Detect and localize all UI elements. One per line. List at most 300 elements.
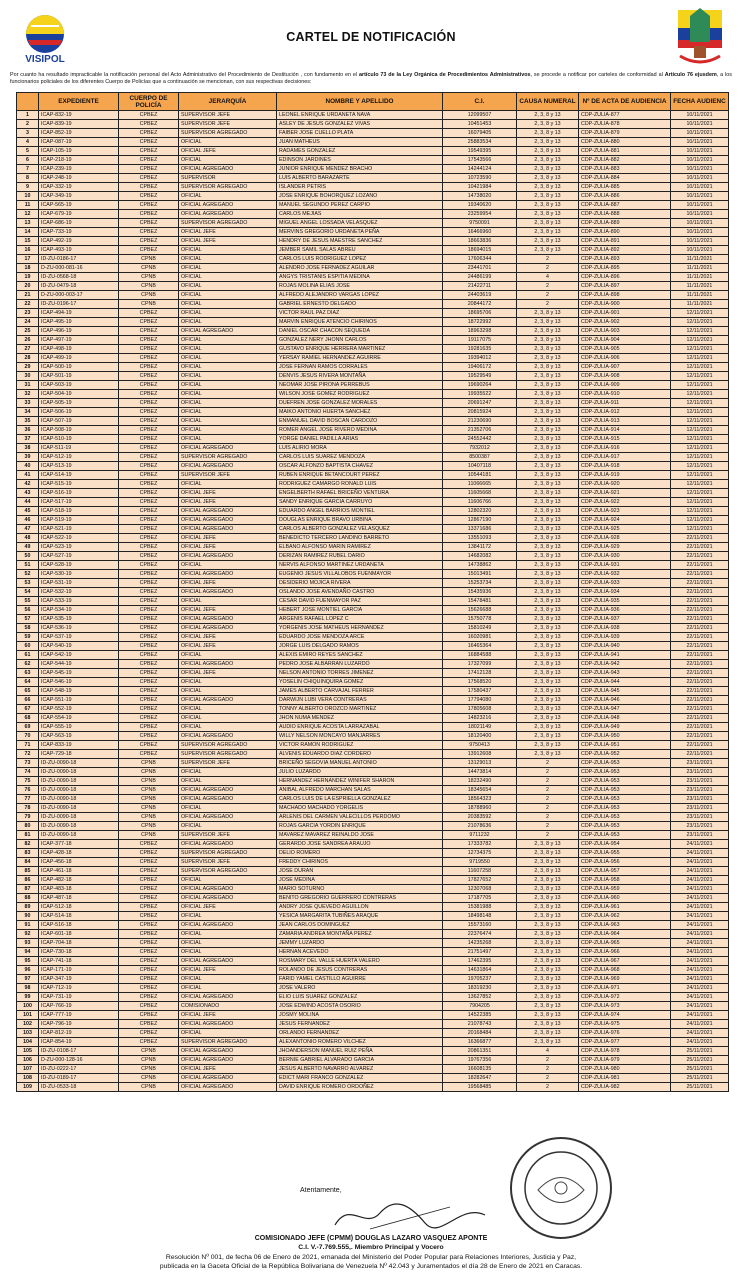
fecha-cell: 12/11/2021	[671, 426, 729, 435]
nombre-cell: WILSON JOSE GOMEZ RODRIGUEZ	[277, 390, 443, 399]
expediente-cell: ICAP-548-19	[39, 687, 119, 696]
table-row	[17, 840, 729, 849]
cuerpo-cell: CPBEZ	[119, 345, 179, 354]
table-row	[17, 975, 729, 984]
cuerpo-cell: CPBEZ	[119, 705, 179, 714]
jerarquia-cell: OFICIAL	[179, 318, 277, 327]
row-number: 90	[17, 912, 39, 921]
expediente-cell: ICAP-522-19	[39, 534, 119, 543]
acta-cell: CDP-ZULIA-910	[579, 390, 671, 399]
acta-cell: CDP-ZULIA-913	[579, 417, 671, 426]
acta-cell: CDP-ZULIA-882	[579, 156, 671, 165]
nombre-cell: MERVINS GREGORIO URDANETA PEÑA	[277, 228, 443, 237]
row-number: 60	[17, 642, 39, 651]
row-number: 33	[17, 399, 39, 408]
table-row	[17, 1047, 729, 1056]
row-number: 48	[17, 534, 39, 543]
causa-cell: 2, 3, 8 y 13	[517, 354, 579, 363]
expediente-cell: ICAP-487-18	[39, 894, 119, 903]
nombre-cell: JOSMY MOLINA	[277, 1011, 443, 1020]
fecha-cell: 24/11/2021	[671, 1038, 729, 1047]
acta-cell: CDP-ZULIA-917	[579, 453, 671, 462]
nombre-cell: ROJAS MOLINA ELIAS JOSE	[277, 282, 443, 291]
table-row	[17, 885, 729, 894]
causa-cell: 2, 3, 8 y 13	[517, 570, 579, 579]
expediente-cell: ICAP-554-19	[39, 714, 119, 723]
expediente-cell: ICAP-766-19	[39, 1002, 119, 1011]
ci-cell: 15573160	[443, 921, 517, 930]
column-header: Nº DE ACTA DE AUDIENCIA	[579, 93, 671, 111]
expediente-cell: D-ZU-000-081-16	[39, 264, 119, 273]
causa-cell: 2	[517, 1065, 579, 1074]
row-number: 53	[17, 579, 39, 588]
table-row	[17, 264, 729, 273]
row-number: 32	[17, 390, 39, 399]
table-row	[17, 894, 729, 903]
header	[0, 0, 742, 72]
acta-cell: CDP-ZULIA-952	[579, 750, 671, 759]
acta-cell: CDP-ZULIA-953	[579, 822, 671, 831]
table-row	[17, 741, 729, 750]
fecha-cell: 12/11/2021	[671, 390, 729, 399]
cuerpo-cell: CPBEZ	[119, 147, 179, 156]
expediente-cell: ICAP-504-19	[39, 390, 119, 399]
row-number: 75	[17, 777, 39, 786]
expediente-cell: ID-ZU-0090-18	[39, 795, 119, 804]
cuerpo-cell: CPNB	[119, 1047, 179, 1056]
nombre-cell: MACHADO MACHADO YORGELIS	[277, 804, 443, 813]
nombre-cell: GERARDO JOSE SANDREA ARAUJO	[277, 840, 443, 849]
ci-cell: 11605668	[443, 489, 517, 498]
expediente-cell: ID-ZU-0090-18	[39, 786, 119, 795]
row-number: 44	[17, 498, 39, 507]
nombre-cell: MARIO SOTURNO	[277, 885, 443, 894]
row-number: 54	[17, 588, 39, 597]
row-number: 108	[17, 1074, 39, 1083]
jerarquia-cell: OFICIAL JEFE	[179, 498, 277, 507]
expediente-cell: ICAP-218-19	[39, 156, 119, 165]
ci-cell: 19394012	[443, 354, 517, 363]
ci-cell: 10451453	[443, 120, 517, 129]
jerarquia-cell: SUPERVISOR AGREGADO	[179, 183, 277, 192]
jerarquia-cell: COMISIONADO	[179, 1002, 277, 1011]
table-row	[17, 453, 729, 462]
handwritten-signature	[330, 1195, 490, 1235]
jerarquia-cell: OFICIAL	[179, 597, 277, 606]
expediente-cell: ID-ZU-0222-17	[39, 1065, 119, 1074]
cuerpo-cell: CPBEZ	[119, 975, 179, 984]
fecha-cell: 10/11/2021	[671, 228, 729, 237]
jerarquia-cell: OFICIAL AGREGADO	[179, 570, 277, 579]
row-number: 37	[17, 435, 39, 444]
fecha-cell: 10/11/2021	[671, 156, 729, 165]
row-number: 87	[17, 885, 39, 894]
ci-cell: 18963298	[443, 327, 517, 336]
causa-cell: 2, 3, 8 y 13	[517, 435, 579, 444]
acta-cell: CDP-ZULIA-883	[579, 165, 671, 174]
row-number: 45	[17, 507, 39, 516]
causa-cell: 2, 3, 8 y 13	[517, 237, 579, 246]
cuerpo-cell: CPBEZ	[119, 318, 179, 327]
nombre-cell: EDINSON JARDINES	[277, 156, 443, 165]
fecha-cell: 10/11/2021	[671, 147, 729, 156]
ci-cell: 17794080	[443, 696, 517, 705]
ci-cell: 12734375	[443, 849, 517, 858]
cuerpo-cell: CPNB	[119, 282, 179, 291]
jerarquia-cell: SUPERVISOR AGREGADO	[179, 849, 277, 858]
fecha-cell: 22/11/2021	[671, 705, 729, 714]
fecha-cell: 25/11/2021	[671, 1056, 729, 1065]
causa-cell: 2, 3, 8 y 13	[517, 444, 579, 453]
table-row	[17, 588, 729, 597]
acta-cell: CDP-ZULIA-903	[579, 327, 671, 336]
row-number: 8	[17, 174, 39, 183]
table-row	[17, 1029, 729, 1038]
acta-cell: CDP-ZULIA-908	[579, 372, 671, 381]
expediente-cell: ICAP-729-18	[39, 750, 119, 759]
table-row	[17, 390, 729, 399]
cuerpo-cell: CPNB	[119, 1065, 179, 1074]
fecha-cell: 22/11/2021	[671, 579, 729, 588]
ci-cell: 23259954	[443, 210, 517, 219]
jerarquia-cell: OFICIAL	[179, 381, 277, 390]
table-row	[17, 327, 729, 336]
expediente-cell: ICAP-679-19	[39, 210, 119, 219]
table-row	[17, 786, 729, 795]
table-row	[17, 318, 729, 327]
table-row	[17, 795, 729, 804]
nombre-cell: CARLOS LUIS SUAREZ MENDOZA	[277, 453, 443, 462]
jerarquia-cell: OFICIAL	[179, 930, 277, 939]
expediente-cell: ICAP-498-19	[39, 345, 119, 354]
fecha-cell: 24/11/2021	[671, 876, 729, 885]
nombre-cell: JHOANDERSON MANUEL RUIZ PEÑA	[277, 1047, 443, 1056]
row-number: 16	[17, 246, 39, 255]
table-row	[17, 912, 729, 921]
jerarquia-cell: OFICIAL AGREGADO	[179, 588, 277, 597]
causa-cell: 2, 3, 8 y 13	[517, 165, 579, 174]
ci-cell: 12307068	[443, 885, 517, 894]
causa-cell: 2, 3, 8 y 13	[517, 201, 579, 210]
ci-cell: 11066665	[443, 480, 517, 489]
causa-cell: 2	[517, 768, 579, 777]
acta-cell: CDP-ZULIA-968	[579, 966, 671, 975]
expediente-cell: ICAP-832-19	[39, 111, 119, 120]
fecha-cell: 24/11/2021	[671, 1011, 729, 1020]
row-number: 74	[17, 768, 39, 777]
ci-cell: 13912608	[443, 750, 517, 759]
table-row	[17, 156, 729, 165]
nombre-cell: GONZALEZ NERY JHONN CARLOS	[277, 336, 443, 345]
row-number: 81	[17, 831, 39, 840]
fecha-cell: 22/11/2021	[671, 543, 729, 552]
nombre-cell: LUIS ALBERTO BARAZARTE	[277, 174, 443, 183]
row-number: 99	[17, 993, 39, 1002]
acta-cell: CDP-ZULIA-890	[579, 228, 671, 237]
fecha-cell: 23/11/2021	[671, 777, 729, 786]
row-number: 82	[17, 840, 39, 849]
ci-cell: 21352706	[443, 426, 517, 435]
table-row	[17, 345, 729, 354]
jerarquia-cell: OFICIAL	[179, 273, 277, 282]
row-number: 59	[17, 633, 39, 642]
table-row	[17, 129, 729, 138]
acta-cell: CDP-ZULIA-941	[579, 651, 671, 660]
ci-cell: 12802320	[443, 507, 517, 516]
table-row	[17, 984, 729, 993]
ci-cell: 17187705	[443, 894, 517, 903]
row-number: 91	[17, 921, 39, 930]
cuerpo-cell: CPNB	[119, 768, 179, 777]
causa-cell: 2	[517, 831, 579, 840]
fecha-cell: 22/11/2021	[671, 552, 729, 561]
expediente-cell: ID-ZU-0186-17	[39, 255, 119, 264]
ci-cell: 17805608	[443, 705, 517, 714]
expediente-cell: ICAP-536-19	[39, 624, 119, 633]
ci-cell: 24486199	[443, 273, 517, 282]
causa-cell: 2	[517, 300, 579, 309]
svg-text:VISIPOL: VISIPOL	[25, 54, 65, 64]
acta-cell: CDP-ZULIA-953	[579, 759, 671, 768]
table-row	[17, 507, 729, 516]
ci-cell: 7932012	[443, 444, 517, 453]
cuerpo-cell: CPBEZ	[119, 984, 179, 993]
ci-cell: 19549395	[443, 147, 517, 156]
cuerpo-cell: CPBEZ	[119, 867, 179, 876]
acta-cell: CDP-ZULIA-888	[579, 210, 671, 219]
table-row	[17, 336, 729, 345]
jerarquia-cell: OFICIAL	[179, 822, 277, 831]
causa-cell: 2, 3, 8 y 13	[517, 480, 579, 489]
table-row	[17, 138, 729, 147]
row-number: 104	[17, 1038, 39, 1047]
acta-cell: CDP-ZULIA-961	[579, 903, 671, 912]
fecha-cell: 22/11/2021	[671, 570, 729, 579]
fecha-cell: 10/11/2021	[671, 174, 729, 183]
acta-cell: CDP-ZULIA-938	[579, 624, 671, 633]
causa-cell: 2, 3, 8 y 13	[517, 588, 579, 597]
acta-cell: CDP-ZULIA-943	[579, 669, 671, 678]
nombre-cell: ROMER ANGEL JOSE RIVERO MEDINA	[277, 426, 443, 435]
row-number: 40	[17, 462, 39, 471]
row-number: 88	[17, 894, 39, 903]
ci-cell: 13371686	[443, 525, 517, 534]
nombre-cell: JUAN MATHEUS	[277, 138, 443, 147]
acta-cell: CDP-ZULIA-945	[579, 687, 671, 696]
row-number: 23	[17, 309, 39, 318]
acta-cell: CDP-ZULIA-964	[579, 930, 671, 939]
expediente-cell: ICAP-494-19	[39, 309, 119, 318]
fecha-cell: 10/11/2021	[671, 246, 729, 255]
row-number: 4	[17, 138, 39, 147]
expediente-cell: ICAP-349-19	[39, 192, 119, 201]
fecha-cell: 22/11/2021	[671, 750, 729, 759]
acta-cell: CDP-ZULIA-955	[579, 849, 671, 858]
causa-cell: 2, 3, 8 y 13	[517, 669, 579, 678]
fecha-cell: 23/11/2021	[671, 813, 729, 822]
fecha-cell: 22/11/2021	[671, 651, 729, 660]
fecha-cell: 24/11/2021	[671, 894, 729, 903]
expediente-cell: ICAP-534-19	[39, 606, 119, 615]
causa-cell: 2, 3, 8 y 13	[517, 327, 579, 336]
fecha-cell: 22/11/2021	[671, 561, 729, 570]
jerarquia-cell: SUPERVISOR AGREGADO	[179, 453, 277, 462]
row-number: 92	[17, 930, 39, 939]
nombre-cell: LUIS ALIRIO MORA	[277, 444, 443, 453]
expediente-cell: ICAP-516-19	[39, 489, 119, 498]
fecha-cell: 25/11/2021	[671, 1074, 729, 1083]
causa-cell: 2, 3, 8 y 13	[517, 372, 579, 381]
acta-cell: CDP-ZULIA-944	[579, 678, 671, 687]
acta-cell: CDP-ZULIA-940	[579, 642, 671, 651]
causa-cell: 2, 3, 8 y 13	[517, 957, 579, 966]
table-row	[17, 399, 729, 408]
cuerpo-cell: CPBEZ	[119, 903, 179, 912]
fecha-cell: 24/11/2021	[671, 948, 729, 957]
table-row	[17, 858, 729, 867]
acta-cell: CDP-ZULIA-921	[579, 489, 671, 498]
cuerpo-cell: CPBEZ	[119, 615, 179, 624]
acta-cell: CDP-ZULIA-939	[579, 633, 671, 642]
nombre-cell: ANDRY JOSE QUEVEDO AGUILLON	[277, 903, 443, 912]
cuerpo-cell: CPNB	[119, 813, 179, 822]
causa-cell: 2, 3, 8 y 13	[517, 642, 579, 651]
causa-cell: 2, 3, 8 y 13	[517, 903, 579, 912]
cuerpo-cell: CPBEZ	[119, 633, 179, 642]
intro-text-1: Por cuanto ha resultado impracticable la notificación personal del Acto Administrativo del Procedimiento de Destitución , con fundamento en el	[10, 72, 360, 78]
nombre-cell: BENEDICTO TERCERO LANDINO BARRETO	[277, 534, 443, 543]
ci-cell: 19529549	[443, 372, 517, 381]
nombre-cell: GUSTAVO ENRIQUE HERRERA MARTINEZ	[277, 345, 443, 354]
row-number: 25	[17, 327, 39, 336]
column-header: EXPEDIENTE	[39, 93, 119, 111]
nombre-cell: HERNAN ACEVEDO	[277, 948, 443, 957]
expediente-cell: ICAP-483-18	[39, 885, 119, 894]
cuerpo-cell: CPNB	[119, 759, 179, 768]
nombre-cell: JHON NUMA MENDEZ	[277, 714, 443, 723]
expediente-cell: ID-ZU-0189-17	[39, 1074, 119, 1083]
row-number: 17	[17, 255, 39, 264]
expediente-cell: ICAP-704-18	[39, 939, 119, 948]
nombre-cell: FAIBER JOSE CUELLO PLATA	[277, 129, 443, 138]
intro-article-ref: Artículo 76 ejusdem	[664, 72, 717, 78]
jerarquia-cell: SUPERVISOR AGREGADO	[179, 741, 277, 750]
nombre-cell: DELIO ROMERO	[277, 849, 443, 858]
cuerpo-cell: CPNB	[119, 804, 179, 813]
row-number: 83	[17, 849, 39, 858]
fecha-cell: 22/11/2021	[671, 669, 729, 678]
table-row	[17, 282, 729, 291]
row-number: 57	[17, 615, 39, 624]
cuerpo-cell: CPBEZ	[119, 471, 179, 480]
ci-cell: 18232490	[443, 777, 517, 786]
notification-table	[16, 92, 729, 1092]
nombre-cell: RODRIGUEZ CAMARGO RONALD LUIS	[277, 480, 443, 489]
ci-cell: 21751497	[443, 948, 517, 957]
causa-cell: 2, 3, 8 y 13	[517, 849, 579, 858]
fecha-cell: 24/11/2021	[671, 867, 729, 876]
causa-cell: 2, 3, 8 y 13	[517, 399, 579, 408]
ci-cell: 19705237	[443, 975, 517, 984]
cuerpo-cell: CPBEZ	[119, 642, 179, 651]
expediente-cell: ICAP-505-19	[39, 399, 119, 408]
nombre-cell: CARLOS ALBERTO GONZALEZ VELASQUEZ	[277, 525, 443, 534]
row-number: 105	[17, 1047, 39, 1056]
row-number: 18	[17, 264, 39, 273]
causa-cell: 2, 3, 8 y 13	[517, 1002, 579, 1011]
fecha-cell: 24/11/2021	[671, 1002, 729, 1011]
jerarquia-cell: OFICIAL JEFE	[179, 147, 277, 156]
ci-cell: 18564323	[443, 795, 517, 804]
ci-cell: 11606766	[443, 498, 517, 507]
fecha-cell: 24/11/2021	[671, 1020, 729, 1029]
fecha-cell: 12/11/2021	[671, 318, 729, 327]
jerarquia-cell: OFICIAL AGREGADO	[179, 1083, 277, 1092]
cuerpo-cell: CPBEZ	[119, 579, 179, 588]
expediente-cell: ICAP-601-18	[39, 930, 119, 939]
row-number: 61	[17, 651, 39, 660]
table-row	[17, 660, 729, 669]
row-number: 19	[17, 273, 39, 282]
row-number: 21	[17, 291, 39, 300]
nombre-cell: MIGUEL ANGEL LOSSADA VELASQUEZ	[277, 219, 443, 228]
ci-cell: 21078743	[443, 1020, 517, 1029]
acta-cell: CDP-ZULIA-956	[579, 858, 671, 867]
fecha-cell: 24/11/2021	[671, 984, 729, 993]
acta-cell: CDP-ZULIA-949	[579, 723, 671, 732]
table-row	[17, 687, 729, 696]
causa-cell: 2, 3, 8 y 13	[517, 660, 579, 669]
nombre-cell: ASLEY DE JESUS GONZALEZ VIVAS	[277, 120, 443, 129]
fecha-cell: 12/11/2021	[671, 507, 729, 516]
acta-cell: CDP-ZULIA-946	[579, 696, 671, 705]
cuerpo-cell: CPBEZ	[119, 174, 179, 183]
nombre-cell: JESUS FERNANDEZ	[277, 1020, 443, 1029]
causa-cell: 2, 3, 8 y 13	[517, 462, 579, 471]
jerarquia-cell: OFICIAL JEFE	[179, 633, 277, 642]
expediente-cell: ID-ZU-0479-18	[39, 282, 119, 291]
table-row	[17, 165, 729, 174]
causa-cell: 2, 3, 8 y 13	[517, 471, 579, 480]
cuerpo-cell: CPBEZ	[119, 1020, 179, 1029]
column-header: C.I.	[443, 93, 517, 111]
table-row	[17, 939, 729, 948]
cuerpo-cell: CPBEZ	[119, 525, 179, 534]
cuerpo-cell: CPBEZ	[119, 570, 179, 579]
table-row	[17, 309, 729, 318]
acta-cell: CDP-ZULIA-912	[579, 408, 671, 417]
expediente-cell: ICAP-730-18	[39, 948, 119, 957]
acta-cell: CDP-ZULIA-922	[579, 498, 671, 507]
ci-cell: 10723590	[443, 174, 517, 183]
jerarquia-cell: OFICIAL AGREGADO	[179, 1047, 277, 1056]
causa-cell: 2, 3, 8 y 13	[517, 732, 579, 741]
table-row	[17, 516, 729, 525]
expediente-cell: ID-ZU-0090-18	[39, 759, 119, 768]
cuerpo-cell: CPBEZ	[119, 336, 179, 345]
nombre-cell: YERSAY RAMIEL HERNANDEZ AGUIRRE	[277, 354, 443, 363]
fecha-cell: 22/11/2021	[671, 642, 729, 651]
causa-cell: 2, 3, 8 y 13	[517, 309, 579, 318]
acta-cell: CDP-ZULIA-973	[579, 1002, 671, 1011]
ci-cell: 22376474	[443, 930, 517, 939]
jerarquia-cell: OFICIAL	[179, 804, 277, 813]
table-row	[17, 471, 729, 480]
nombre-cell: DUEFREN JOSE GONZALEZ MORALES	[277, 399, 443, 408]
cuerpo-cell: CPBEZ	[119, 948, 179, 957]
table-row	[17, 1038, 729, 1047]
jerarquia-cell: OFICIAL JEFE	[179, 642, 277, 651]
